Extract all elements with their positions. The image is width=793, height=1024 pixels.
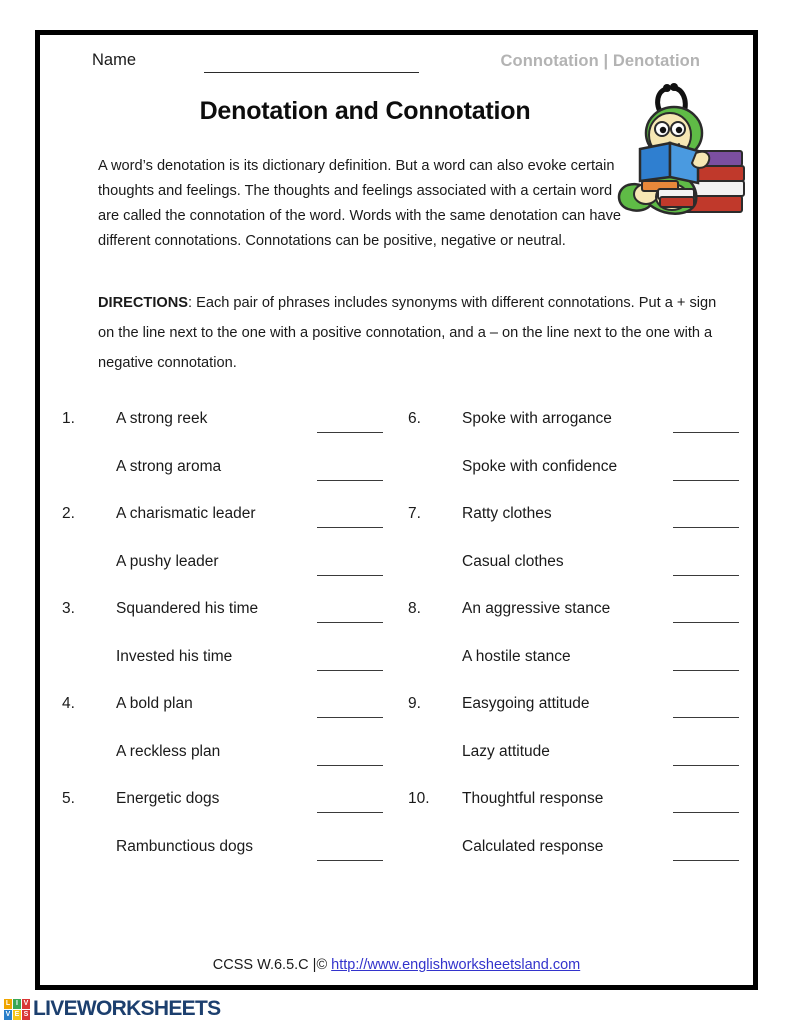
answer-line[interactable] — [673, 575, 739, 576]
directions-text: : Each pair of phrases includes synonyms with different connotations. Put a + sign on the line next to the one with a positive connotation, and a – on the line next to the one with a negative connotation. — [98, 295, 717, 371]
answer-line[interactable] — [317, 432, 383, 433]
question-number: 7. — [408, 505, 421, 522]
question-row-b — [62, 838, 392, 886]
question-group — [408, 790, 738, 885]
question-number: 6. — [408, 410, 421, 427]
question-row-a — [62, 505, 392, 553]
question-phrase: An aggressive stance — [462, 600, 611, 617]
question-row-b — [408, 743, 738, 791]
question-phrase: Casual clothes — [462, 552, 564, 570]
question-row-a — [62, 695, 392, 743]
question-phrase: Squandered his time — [116, 600, 259, 617]
question-number: 3. — [62, 600, 75, 617]
logo-tile: S — [23, 1010, 29, 1018]
question-number: 5. — [62, 790, 75, 807]
question-row-a — [408, 695, 738, 743]
question-group — [62, 505, 392, 600]
bookworm-reading-icon — [610, 77, 748, 225]
question-phrase: Spoke with arrogance — [462, 410, 612, 427]
directions-label: DIRECTIONS — [98, 295, 188, 311]
question-group — [408, 410, 738, 505]
question-row-a — [408, 790, 738, 838]
question-number: 1. — [62, 410, 75, 427]
answer-line[interactable] — [317, 622, 383, 623]
question-phrase: Energetic dogs — [116, 790, 220, 807]
footer-credit — [40, 957, 753, 973]
answer-line[interactable] — [317, 717, 383, 718]
answer-line[interactable] — [673, 717, 739, 718]
question-phrase: Easygoing attitude — [462, 695, 590, 712]
question-phrase: Spoke with confidence — [462, 457, 618, 475]
questions-column-right — [408, 410, 738, 885]
question-phrase: Thoughtful response — [462, 790, 604, 807]
question-group — [62, 600, 392, 695]
question-row-b — [62, 743, 392, 791]
name-label: Name — [92, 51, 137, 69]
liveworksheets-logo-icon — [4, 999, 30, 1020]
question-row-a — [62, 600, 392, 648]
question-phrase: Invested his time — [116, 647, 233, 665]
question-group — [62, 695, 392, 790]
question-group — [62, 410, 392, 505]
answer-line[interactable] — [317, 860, 383, 861]
liveworksheets-wordmark: LIVEWORKSHEETS — [33, 997, 221, 1020]
answer-line[interactable] — [673, 812, 739, 813]
question-number: 2. — [62, 505, 75, 522]
question-row-b — [408, 838, 738, 886]
question-number: 4. — [62, 695, 75, 712]
question-number: 8. — [408, 600, 421, 617]
answer-line[interactable] — [317, 812, 383, 813]
question-row-b — [408, 553, 738, 601]
answer-line[interactable] — [673, 432, 739, 433]
worksheet-page — [35, 30, 758, 990]
name-row — [92, 51, 712, 77]
intro-paragraph: A word’s denotation is its dictionary definition. But a word can also evoke certain thoughts and feelings. The thoughts and feelings associated with a certain word are called the connotation of the word. Words with the same denotation can have different connotations. Connotations can be positive, negative or neutral. — [98, 158, 621, 249]
question-number: 9. — [408, 695, 421, 712]
questions-column-left — [62, 410, 392, 885]
answer-line[interactable] — [673, 765, 739, 766]
question-row-b — [408, 458, 738, 506]
page-title: Denotation and Connotation — [199, 97, 531, 125]
logo-tile: I — [13, 999, 21, 1009]
question-phrase: A strong reek — [116, 410, 208, 427]
question-phrase: A bold plan — [116, 695, 193, 712]
source-website-link[interactable]: http://www.englishworksheetsland.com — [331, 957, 581, 973]
question-phrase: A pushy leader — [116, 552, 219, 570]
question-row-b — [62, 458, 392, 506]
answer-line[interactable] — [317, 575, 383, 576]
answer-line[interactable] — [673, 622, 739, 623]
answer-line[interactable] — [317, 480, 383, 481]
liveworksheets-brand[interactable] — [4, 996, 220, 1022]
question-row-b — [408, 648, 738, 696]
answer-line[interactable] — [317, 670, 383, 671]
question-phrase: A reckless plan — [116, 742, 221, 760]
question-row-a — [62, 410, 392, 458]
question-row-a — [408, 600, 738, 648]
answer-line[interactable] — [673, 860, 739, 861]
question-group — [62, 790, 392, 885]
answer-line[interactable] — [317, 527, 383, 528]
question-row-a — [408, 410, 738, 458]
question-phrase: Calculated response — [462, 837, 604, 855]
question-phrase: Lazy attitude — [462, 742, 550, 760]
answer-line[interactable] — [673, 527, 739, 528]
question-phrase: A strong aroma — [116, 457, 222, 475]
question-row-b — [62, 553, 392, 601]
question-number: 10. — [408, 790, 430, 807]
question-row-a — [62, 790, 392, 838]
ccss-standard-label: CCSS W.6.5.C |© — [212, 957, 332, 973]
question-group — [408, 505, 738, 600]
logo-tile: V — [23, 999, 29, 1007]
answer-line[interactable] — [317, 765, 383, 766]
answer-line[interactable] — [673, 480, 739, 481]
question-row-a — [408, 505, 738, 553]
answer-line[interactable] — [673, 670, 739, 671]
logo-tile: L — [5, 999, 11, 1007]
question-phrase: A hostile stance — [462, 647, 571, 665]
question-phrase: A charismatic leader — [116, 505, 256, 522]
worksheet-topic-label: Connotation | Denotation — [500, 52, 700, 70]
question-phrase: Ratty clothes — [462, 505, 552, 522]
question-phrase: Rambunctious dogs — [116, 837, 253, 855]
name-input-line[interactable] — [204, 72, 419, 73]
question-group — [408, 695, 738, 790]
worksheet-page-inner — [40, 35, 753, 985]
directions-block — [98, 288, 718, 378]
question-group — [408, 600, 738, 695]
logo-tile: V — [5, 1010, 11, 1018]
question-row-b — [62, 648, 392, 696]
logo-tile: E — [14, 1010, 20, 1018]
